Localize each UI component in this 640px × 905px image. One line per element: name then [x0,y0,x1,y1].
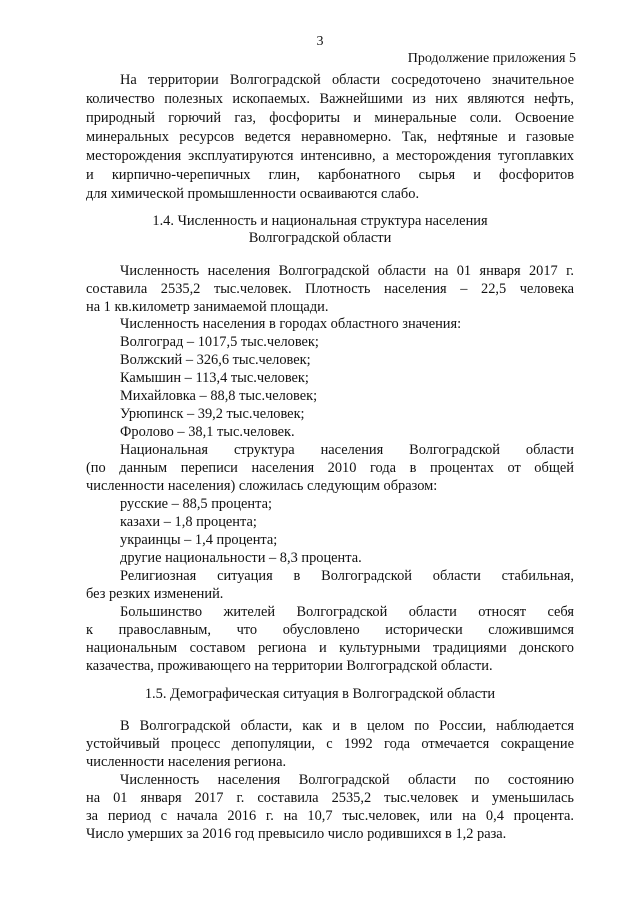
paragraph-line: без резких изменений. [86,586,224,602]
paragraph-line: численности населения) сложилась следующим образом: [86,478,438,494]
cities-intro: Численность населения в городах областного значения: [120,316,462,332]
city-population-item: Камышин – 113,4 тыс.человек; [120,370,309,386]
paragraph-line: устойчивый процесс депопуляции, с 1992 года отмечается сокращение [86,736,574,752]
nationality-item: казахи – 1,8 процента; [120,514,257,530]
paragraph-line: к православным, что обусловлено исторически сложившимся [86,622,574,638]
city-population-item: Волгоград – 1017,5 тыс.человек; [120,334,319,350]
intro-line: минеральных ресурсов ведется неравномерно. Так, нефтяные и газовые [86,129,574,145]
paragraph-line: В Волгоградской области, как и в целом по России, наблюдается [120,718,574,734]
page-number: 3 [316,34,324,49]
paragraph-line: Большинство жителей Волгоградской области относят себя [120,604,574,620]
intro-line: На территории Волгоградской области сосредоточено значительное [120,72,574,88]
nationality-item: другие национальности – 8,3 процента. [120,550,362,566]
paragraph-line: Численность населения Волгоградской области по состоянию [120,772,574,788]
intro-line: месторождения эксплуатируются интенсивно, а месторождения тугоплавких [86,148,574,164]
paragraph-line: на 01 января 2017 г. составила 2535,2 тыс.человек и уменьшилась [86,790,574,806]
intro-line: природный горючий газ, фосфориты и минеральные соли. Освоение [86,110,574,126]
nationality-item: украинцы – 1,4 процента; [120,532,278,548]
city-population-item: Волжский – 326,6 тыс.человек; [120,352,311,368]
paragraph-line: (по данным переписи населения 2010 года в процентах от общей [86,460,574,476]
intro-line: для химической промышленности осваиваются слабо. [86,186,420,202]
city-population-item: Михайловка – 88,8 тыс.человек; [120,388,318,404]
section-heading: 1.4. Численность и национальная структура населения [152,213,488,229]
paragraph-line: составила 2535,2 тыс.человек. Плотность населения – 22,5 человека [86,281,574,297]
paragraph-line: казачества, проживающего на территории Волгоградской области. [86,658,493,674]
paragraph-line: Численность населения Волгоградской области на 01 января 2017 г. [120,263,574,279]
paragraph-line: за период с начала 2016 г. на 10,7 тыс.человек, или на 0,4 процента. [86,808,574,824]
paragraph-line: Национальная структура населения Волгоградской области [120,442,574,458]
section-heading: 1.5. Демографическая ситуация в Волгоградской области [144,686,496,702]
paragraph-line: Религиозная ситуация в Волгоградской области стабильная, [120,568,574,584]
intro-line: количество полезных ископаемых. Важнейшими из них являются нефть, [86,91,574,107]
city-population-item: Урюпинск – 39,2 тыс.человек; [120,406,305,422]
paragraph-line: на 1 кв.километр занимаемой площади. [86,299,329,315]
city-population-item: Фролово – 38,1 тыс.человек. [120,424,295,440]
paragraph-line: национальным составом региона и культурными традициями донского [86,640,574,656]
appendix-continuation-label: Продолжение приложения 5 [407,51,576,66]
section-heading: Волгоградской области [248,230,392,246]
paragraph-line: численности населения региона. [86,754,287,770]
intro-line: и кирпично-черепичных глин, карбонатного сырья и фосфоритов [86,167,574,183]
paragraph-line: Число умерших за 2016 год превысило число родившихся в 1,2 раза. [86,826,507,842]
nationality-item: русские – 88,5 процента; [120,496,272,512]
